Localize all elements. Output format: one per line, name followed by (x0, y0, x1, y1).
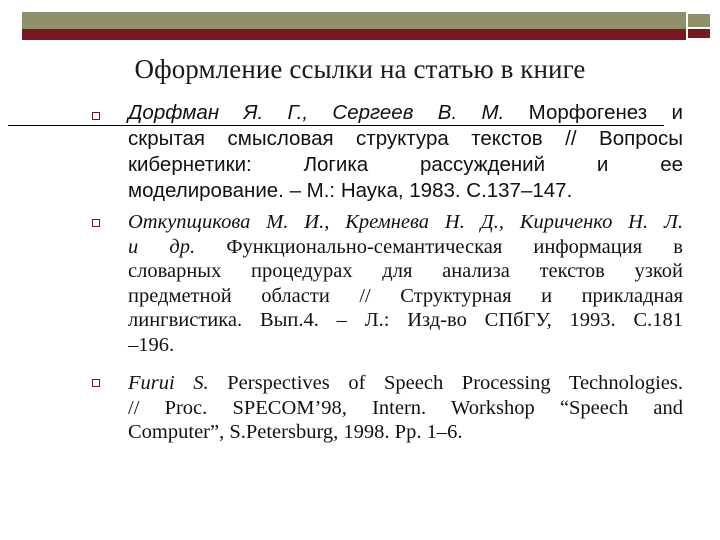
hollow-square-icon (92, 379, 100, 387)
reference-authors-2: Откупщикова М. И., Кремнева Н. Д., Кириченко Н. Л. (128, 211, 683, 233)
reference-authors-3: Furui S. (128, 372, 209, 394)
reference-text-3: Furui S. Perspectives of Speech Processing Technologies. // Proc. SPECOM’98, Intern. Workshop “Speech and Computer”, S.Petersburg, 1998. Pp. 1–6. (128, 372, 683, 443)
reference-text-1: Дорфман Я. Г., Сергеев В. М. Морфогенез и скрытая смысловая структура текстов // Вопросы кибернетики: Логика рассуждений и ее моделирование. – М.: Наука, 1983. С.137–147. (128, 101, 683, 202)
reference-text-2: Откупщикова М. И., Кремнева Н. Д., Кириченко Н. Л. и др. Функционально-семантическая информация в словарных процедурах для анализа текстов узкой предметной области // Структурная и прикладная лингвистика. Вып.4. – Л.: Изд-во СПбГУ, 1993. С.181 –196. (128, 211, 683, 356)
horizontal-rule (8, 125, 664, 126)
hollow-square-icon (92, 219, 100, 227)
hollow-square-icon (92, 112, 100, 120)
reference-authors-1: Дорфман Я. Г., Сергеев В. М. (128, 101, 505, 124)
slide-title: Оформление ссылки на статью в книге (134, 54, 586, 84)
